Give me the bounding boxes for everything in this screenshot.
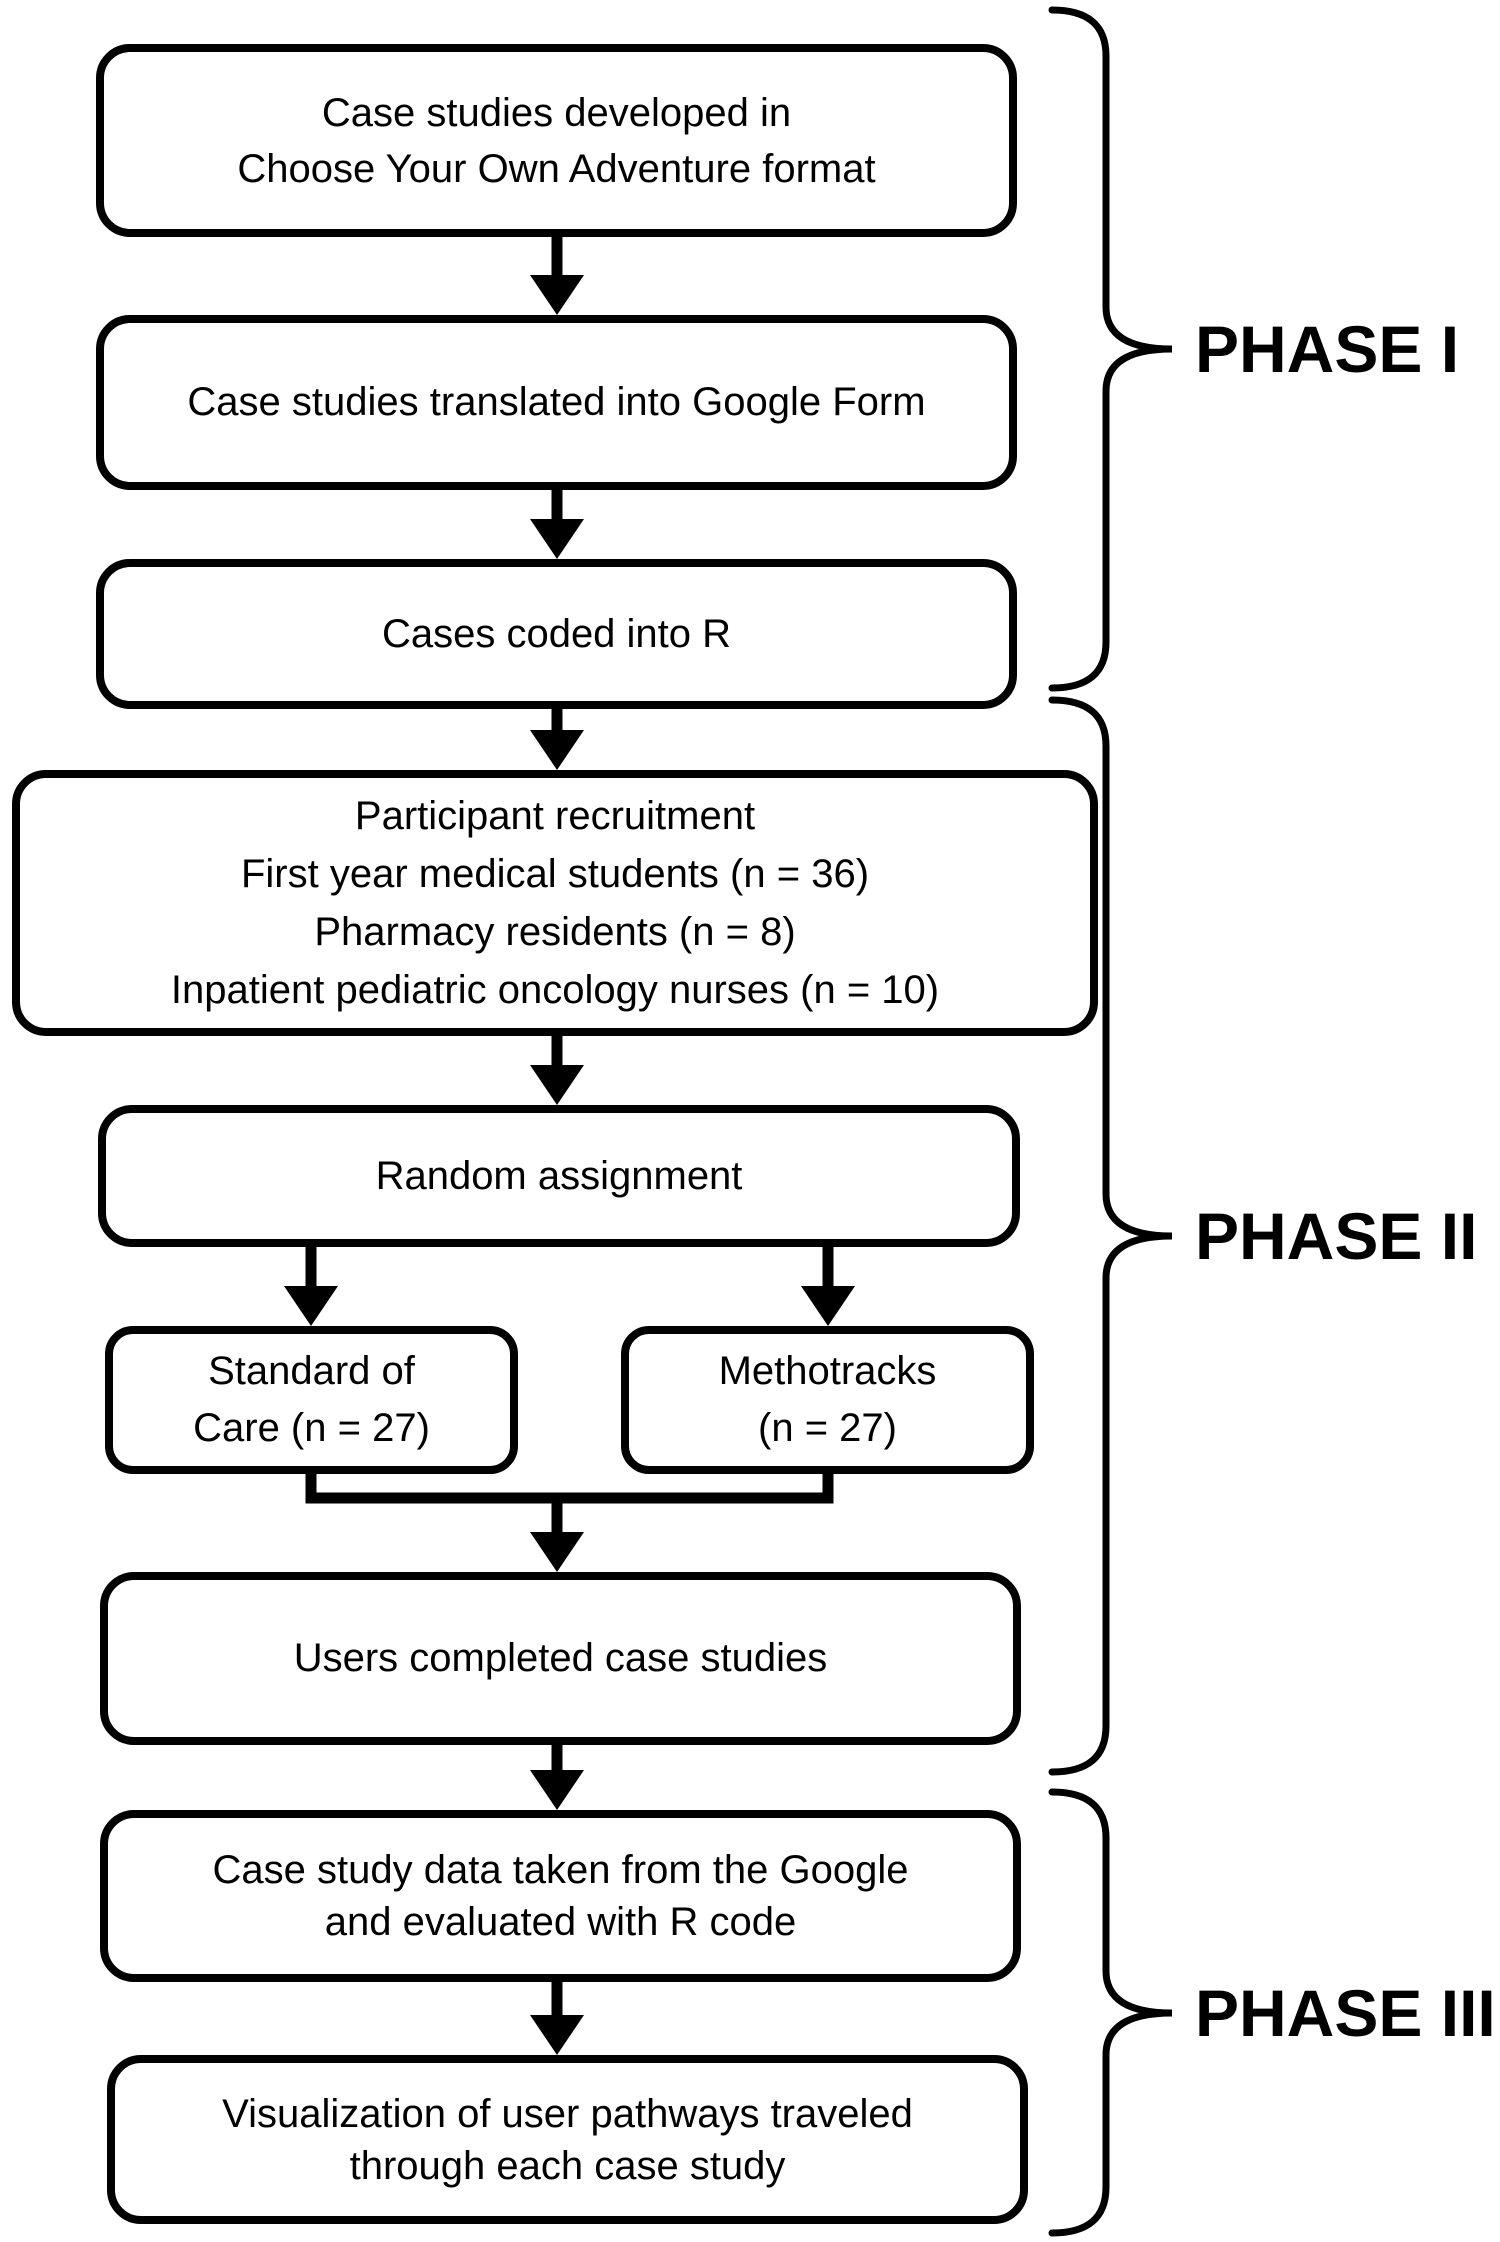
arrow-down-icon xyxy=(801,1247,855,1326)
flow-box-visualization xyxy=(107,2055,1028,2224)
box-text-line: Pharmacy residents (n = 8) xyxy=(314,910,796,954)
flow-box-case-studies-translated xyxy=(96,315,1017,490)
flow-box-participant-recruitment xyxy=(12,770,1098,1036)
arrow-down-icon xyxy=(530,709,584,770)
arrow-down-icon xyxy=(530,1036,584,1105)
box-text-line: Participant recruitment xyxy=(354,794,756,838)
box-text-line: Case studies developed in xyxy=(321,90,792,135)
box-text-line: Case study data taken from the Google xyxy=(212,1848,909,1892)
phase-1-brace xyxy=(1052,10,1172,688)
arrow-down-icon xyxy=(530,237,584,315)
phase-iii-label: PHASE III xyxy=(1195,1976,1496,2050)
box-text-line: Cases coded into R xyxy=(381,611,732,656)
phase-i-label: PHASE I xyxy=(1195,312,1460,386)
phase-3-brace xyxy=(1052,1792,1172,2233)
box-text-line: Methotracks xyxy=(718,1349,937,1393)
arrow-down-icon xyxy=(530,1494,584,1572)
arrow-down-icon xyxy=(284,1247,338,1326)
merge-connector-line xyxy=(311,1474,828,1498)
box-text-line: Care (n = 27) xyxy=(193,1406,430,1450)
flow-box-users-completed xyxy=(100,1572,1021,1745)
box-text-line: Users completed case studies xyxy=(293,1636,828,1680)
phase-ii-label: PHASE II xyxy=(1195,1199,1478,1273)
flow-box-standard-of-care xyxy=(105,1326,518,1474)
flow-box-cases-coded-into-r xyxy=(96,559,1017,709)
box-text-line: through each case study xyxy=(349,2143,786,2188)
arrow-down-icon xyxy=(530,490,584,559)
arrow-down-icon xyxy=(530,1982,584,2055)
arrow-down-icon xyxy=(530,1745,584,1810)
box-text-line: Inpatient pediatric oncology nurses (n = 10) xyxy=(170,968,940,1012)
box-text-line: Random assignment xyxy=(375,1153,743,1198)
box-text-line: Case studies translated into Google Form xyxy=(187,380,926,424)
flow-box-random-assignment xyxy=(98,1105,1020,1247)
box-text-line: Visualization of user pathways traveled xyxy=(222,2091,913,2136)
flow-box-methotracks xyxy=(621,1326,1034,1474)
box-text-line: First year medical students (n = 36) xyxy=(240,852,870,896)
box-text-line: Choose Your Own Adventure format xyxy=(237,146,876,191)
box-text-line: (n = 27) xyxy=(758,1406,897,1450)
flow-box-case-study-data xyxy=(100,1810,1021,1982)
box-text-line: Standard of xyxy=(208,1349,415,1393)
flow-box-case-studies-developed xyxy=(96,44,1017,237)
box-text-line: and evaluated with R code xyxy=(324,1900,797,1944)
